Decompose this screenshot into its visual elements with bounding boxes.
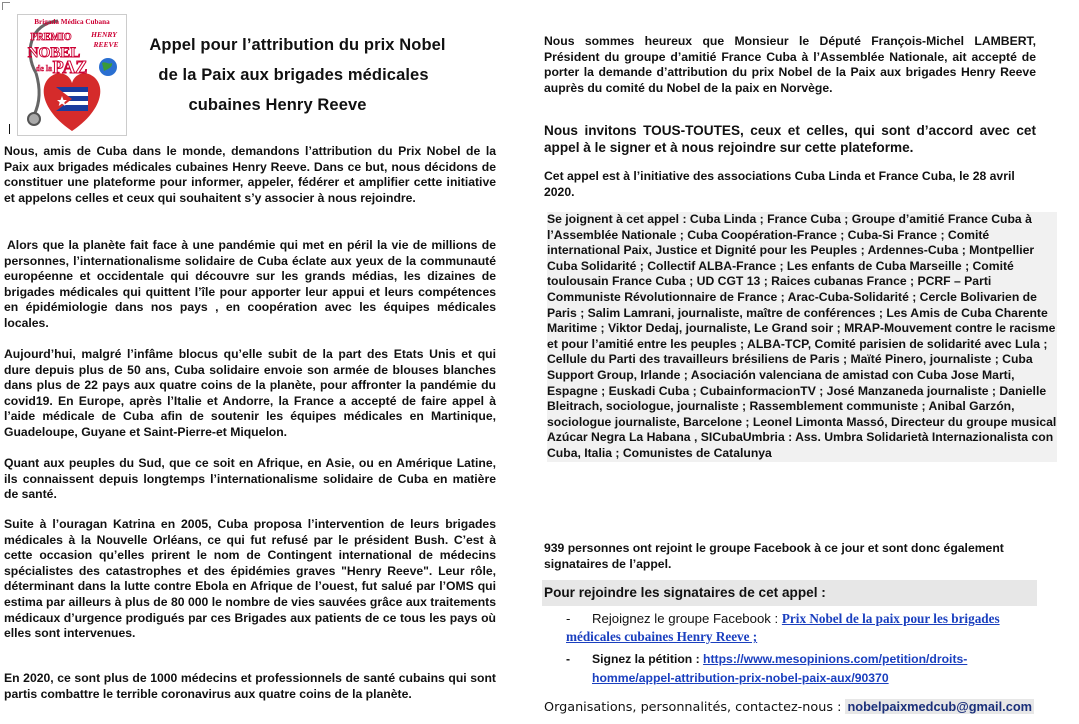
title-line-3: cubaines Henry Reeve — [188, 96, 367, 114]
contact-line — [544, 698, 1034, 716]
paragraph-facebook-count: 939 personnes ont rejoint le groupe Facebook à ce jour et sont donc également signataires de l’appel. — [544, 541, 1004, 571]
logo-top-text: Brigada Médica Cubana — [34, 18, 110, 26]
contact-text: Organisations, personnalités, contactez-nous : — [544, 700, 846, 715]
bullet-petition-text: Signez la pétition : — [592, 652, 704, 666]
paragraph-lambert: Nous sommes heureux que Monsieur le Député François-Michel LAMBERT, Président du groupe d’amitié France Cuba à l’Assemblée Nationale, ait accepté de porter la demande d’attribution du prix Nobel de la Paix aux brigades Henry Reeve auprès du comité du Nobel de la paix en Norvège. — [544, 34, 1036, 95]
facebook-group-link[interactable]: Prix Nobel de la paix pour les brigades médicales cubaines Henry Reeve ; — [566, 611, 1000, 644]
text-cursor — [9, 124, 10, 134]
logo — [17, 14, 127, 136]
logo-graphic — [18, 15, 126, 135]
paragraph-invitation: Nous invitons TOUS-TOUTES, ceux et celles, qui sont d’accord avec cet appel à le signer et à nous rejoindre sur cette plateforme. — [544, 123, 1036, 155]
logo-paz: PAZ — [52, 57, 88, 77]
bullet-petition — [566, 650, 1036, 688]
paragraph-signatories: Se joignent à cet appel : Cuba Linda ; France Cuba ; Groupe d’amitié France Cuba à l’Assemblée Nationale ; Cuba Coopération-France ; Cuba-Si France ; Comité international Paix, Justice et Dignité pour les Peuples ; Ardennes-Cuba ; Montpellier Cuba Solidarité ; Collectif ALBA-France ; Les enfants de Cuba Marseille ; Comité toulousain France Cuba ; UD CGT 13 ; Raices cubanas France ; PCRF – Parti Communiste Révolutionnaire de France ; Arac-Cuba-Solidarité ; Cercle Bolivarien de Paris ; Salim Lamrani, journaliste, maître de conférences ; Les Amis de Cuba Charente Maritime ; Viktor Dedaj, journaliste, Le Grand soir ; MRAP-Mouvement contre le racisme et pour l’amitié entre les peuples ; ALBA-TCP, Comité parisien de solidarité avec Lula ; Cellule du Parti des travailleurs brésiliens de Paris ; Maïté Pinero, journaliste ; Cuba Support Group, Irlande ; Asociación valenciana de amistad con Cuba Jose Marti, Espagne ; Euskadi Cuba ; CubainformacionTV ; José Manzaneda journaliste ; Danielle Bleitrach, sociologue, journaliste ; Rassemblement communiste ; Anibal Garzón, sociologue journaliste, Barcelone ; Leonel Limonta Massó, Directeur du groupe musical Azúcar Negra La Habana , SICubaUmbria : Ass. Umbra Solidarietà Internazionalista con Cuba, Italia ; Comunistes de Catalunya — [547, 212, 1057, 460]
logo-premio: PREMIO — [30, 32, 72, 43]
bullet-facebook — [566, 610, 1036, 646]
logo-reeve: REEVE — [93, 40, 119, 49]
title-line-2: de la Paix aux brigades médicales — [158, 66, 429, 84]
logo-nobel: NOBEL — [27, 45, 81, 61]
paragraph-katrina: Suite à l’ouragan Katrina en 2005, Cuba proposa l’intervention de leurs brigades médicales à la Nouvelle Orléans, ce qui fut refusé par le président Bush. C’est à cette occasion qu’elles prirent le nom de Contingent international de médecins spécialistes des catastrophes et des épidémies graves "Henry Reeve". Leur rôle, déterminant dans la lutte contre Ebola en Afrique de l’ouest, fut salué par l’OMS qui estima par ailleurs à plus de 80 000 le nombre de vies sauvées grâce aux traitements médicaux d’urgence prodigués par ces Brigades aux patients de ce tous les pays où elles sont intervenues. — [4, 517, 496, 641]
paragraph-initiative: Cet appel est à l’initiative des associations Cuba Linda et France Cuba, le 28 avril 2020. — [544, 169, 1015, 199]
paragraph-blockade: Aujourd’hui, malgré l’infâme blocus qu’elle subit de la part des Etats Unis et qui dure depuis plus de 50 ans, Cuba solidaire envoie son armée de blouses blanches dans plus de 22 pays aux quatre coins de la planète, pour affronter la pandémie du covid19. En Europe, après l’Italie et Andorre, la France a accepté de faire appel à l’aide médicale de Cuba afin de soutenir les équipes médicales en Martinique, Guadeloupe, Guyane et Saint-Pierre-et Miquelon. — [4, 347, 496, 439]
logo-de-la: de la — [35, 64, 53, 73]
paragraph-2020: En 2020, ce sont plus de 1000 médecins et professionnels de santé cubains qui sont partis combattre le terrible coronavirus aux quatre coins de la planète. — [4, 671, 496, 701]
bullet-dash: - — [566, 652, 571, 666]
title-line-1: Appel pour l’attribution du prix Nobel — [149, 36, 446, 54]
paragraph-pandemic: Alors que la planète fait face à une pandémie qui met en péril la vie de millions de personnes, l’internationalisme solidaire de Cuba éclate aux yeux de la communauté européenne et occidentale qui découvre sur les grands médias, les dizaines de brigades médicales qui quittent l’île pour apporter leur appui et leurs compétences en épidémiologie dans nos pays , en coopération avec les équipes médicales locales. — [4, 238, 496, 330]
logo-henry: HENRY — [91, 30, 117, 39]
paragraph-south: Quant aux peuples du Sud, que ce soit en Afrique, en Asie, ou en Amérique Latine, ils connaissent depuis longtemps l’internationalisme solidaire de Cuba en matière de santé. — [4, 456, 496, 502]
page-corner-mark — [2, 2, 10, 10]
join-heading: Pour rejoindre les signataires de cet appel : — [544, 585, 826, 600]
petition-link[interactable]: https://www.mesopinions.com/petition/droits- — [703, 652, 968, 666]
contact-email[interactable]: nobelpaixmedcub@gmail.com — [847, 699, 1033, 714]
paragraph-intro: Nous, amis de Cuba dans le monde, demandons l’attribution du Prix Nobel de la Paix aux brigades médicales cubaines Henry Reeve. Dans ce but, nous décidons de constituer une plateforme pour informer, appeler, fédérer et amplifier cette initiative et appelons celles et ceux qui souhaitent s’y associer à nous rejoindre. — [4, 144, 496, 205]
bullet-dash: - — [566, 611, 571, 626]
petition-link-continued[interactable]: homme/appel-attribution-prix-nobel-paix-aux/90370 — [592, 671, 889, 685]
bullet-facebook-text: Rejoignez le groupe Facebook : — [592, 611, 782, 626]
